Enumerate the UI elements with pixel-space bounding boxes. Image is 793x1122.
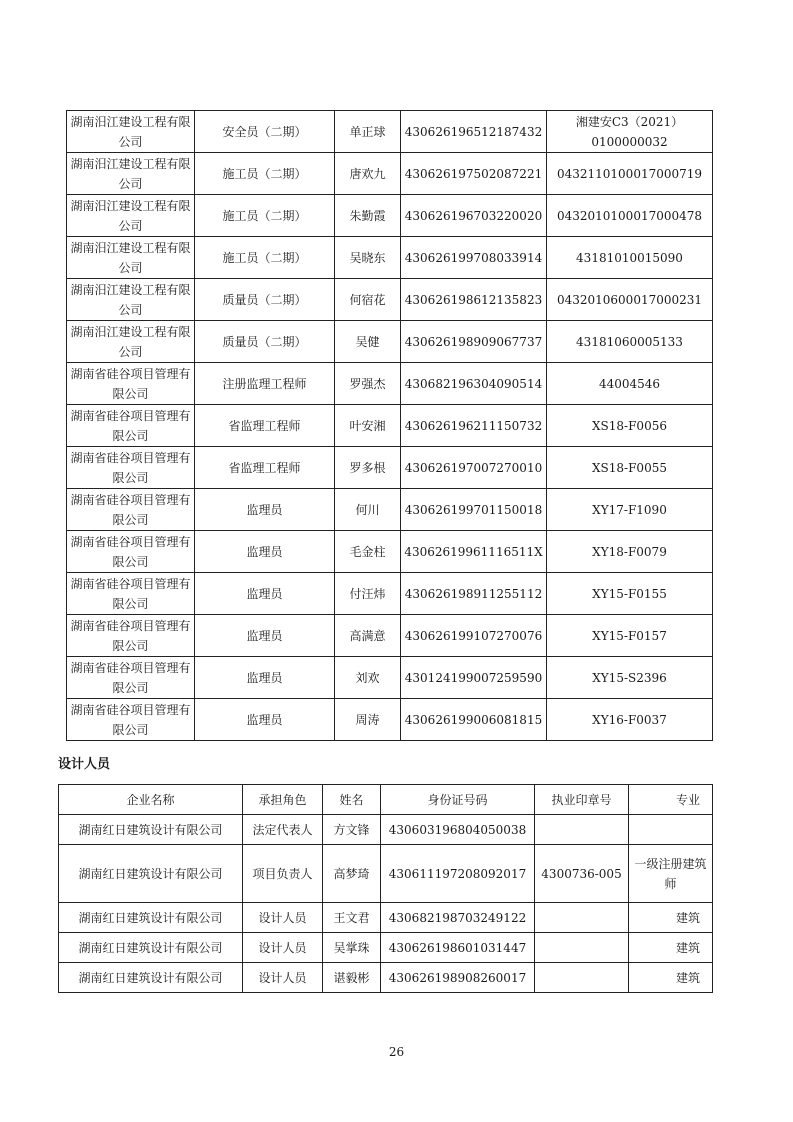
name-cell: 唐欢九 (335, 153, 401, 195)
cert-cell: 44004546 (547, 363, 713, 405)
major-cell: 建筑 (629, 933, 713, 963)
cert-cell: XY15-S2396 (547, 657, 713, 699)
header-id: 身份证号码 (381, 785, 535, 815)
id-cell: 43062619961116511X (401, 531, 547, 573)
cert-cell: 0432010100017000478 (547, 195, 713, 237)
name-cell: 单正球 (335, 111, 401, 153)
id-cell: 430626199708033914 (401, 237, 547, 279)
role-cell: 监理员 (195, 657, 335, 699)
role-cell: 质量员（二期） (195, 279, 335, 321)
name-cell: 谌毅彬 (323, 963, 381, 993)
seal-cell: 4300736-005 (535, 845, 629, 903)
role-cell: 质量员（二期） (195, 321, 335, 363)
seal-cell (535, 933, 629, 963)
header-seal: 执业印章号 (535, 785, 629, 815)
company-cell: 湖南汨江建设工程有限公司 (67, 111, 195, 153)
id-cell: 430682198703249122 (381, 903, 535, 933)
table-row (67, 111, 713, 153)
name-cell: 刘欢 (335, 657, 401, 699)
name-cell: 毛金柱 (335, 531, 401, 573)
design-section-title: 设计人员 (58, 757, 111, 772)
name-cell: 罗强杰 (335, 363, 401, 405)
cert-cell: XS18-F0056 (547, 405, 713, 447)
table-row (67, 279, 713, 321)
id-cell: 430626196211150732 (401, 405, 547, 447)
cert-cell: 0432010600017000231 (547, 279, 713, 321)
table-row (67, 321, 713, 363)
name-cell: 叶安湘 (335, 405, 401, 447)
cert-cell: 43181060005133 (547, 321, 713, 363)
id-cell: 430611197208092017 (381, 845, 535, 903)
role-cell: 监理员 (195, 573, 335, 615)
role-cell: 施工员（二期） (195, 153, 335, 195)
role-cell: 安全员（二期） (195, 111, 335, 153)
role-cell: 省监理工程师 (195, 405, 335, 447)
role-cell: 法定代表人 (243, 815, 323, 845)
role-cell: 施工员（二期） (195, 237, 335, 279)
name-cell: 何川 (335, 489, 401, 531)
table-row (59, 903, 713, 933)
header-name: 姓名 (323, 785, 381, 815)
table-row (67, 237, 713, 279)
name-cell: 朱勤霞 (335, 195, 401, 237)
table-header-row (59, 785, 713, 815)
company-cell: 湖南汨江建设工程有限公司 (67, 153, 195, 195)
seal-cell (535, 903, 629, 933)
table-row (67, 657, 713, 699)
role-cell: 监理员 (195, 615, 335, 657)
role-cell: 监理员 (195, 531, 335, 573)
role-cell: 项目负责人 (243, 845, 323, 903)
seal-cell (535, 963, 629, 993)
table-row (59, 815, 713, 845)
id-cell: 430626198601031447 (381, 933, 535, 963)
company-cell: 湖南红日建筑设计有限公司 (59, 963, 243, 993)
id-cell: 430626198908260017 (381, 963, 535, 993)
role-cell: 设计人员 (243, 933, 323, 963)
company-cell: 湖南省硅谷项目管理有限公司 (67, 489, 195, 531)
table-row (67, 195, 713, 237)
table-row (67, 363, 713, 405)
name-cell: 方文锋 (323, 815, 381, 845)
company-cell: 湖南汨江建设工程有限公司 (67, 195, 195, 237)
header-company: 企业名称 (59, 785, 243, 815)
id-cell: 430124199007259590 (401, 657, 547, 699)
id-cell: 430626198911255112 (401, 573, 547, 615)
name-cell: 付汪炜 (335, 573, 401, 615)
major-cell (629, 815, 713, 845)
name-cell: 何宿花 (335, 279, 401, 321)
seal-cell (535, 815, 629, 845)
cert-cell: 43181010015090 (547, 237, 713, 279)
role-cell: 省监理工程师 (195, 447, 335, 489)
id-cell: 430626199701150018 (401, 489, 547, 531)
id-cell: 430603196804050038 (381, 815, 535, 845)
table-row (67, 699, 713, 741)
name-cell: 吴掌珠 (323, 933, 381, 963)
company-cell: 湖南省硅谷项目管理有限公司 (67, 573, 195, 615)
company-cell: 湖南省硅谷项目管理有限公司 (67, 531, 195, 573)
company-cell: 湖南省硅谷项目管理有限公司 (67, 699, 195, 741)
id-cell: 430626198612135823 (401, 279, 547, 321)
company-cell: 湖南汨江建设工程有限公司 (67, 237, 195, 279)
table-row (59, 933, 713, 963)
id-cell: 430682196304090514 (401, 363, 547, 405)
role-cell: 监理员 (195, 489, 335, 531)
major-cell: 建筑 (629, 903, 713, 933)
cert-cell: XS18-F0055 (547, 447, 713, 489)
id-cell: 430626199107270076 (401, 615, 547, 657)
designer-table (58, 784, 713, 993)
name-cell: 周涛 (335, 699, 401, 741)
company-cell: 湖南省硅谷项目管理有限公司 (67, 657, 195, 699)
header-major: 专业 (629, 785, 713, 815)
company-cell: 湖南汨江建设工程有限公司 (67, 279, 195, 321)
name-cell: 王文君 (323, 903, 381, 933)
cert-cell: 湘建安C3（2021）0100000032 (547, 111, 713, 153)
name-cell: 高梦琦 (323, 845, 381, 903)
table-row (67, 573, 713, 615)
company-cell: 湖南汨江建设工程有限公司 (67, 321, 195, 363)
cert-cell: XY15-F0155 (547, 573, 713, 615)
table-row (67, 531, 713, 573)
cert-cell: XY17-F1090 (547, 489, 713, 531)
name-cell: 高满意 (335, 615, 401, 657)
id-cell: 430626199006081815 (401, 699, 547, 741)
page-number: 26 (388, 1045, 405, 1059)
table-row (59, 963, 713, 993)
id-cell: 430626196512187432 (401, 111, 547, 153)
company-cell: 湖南红日建筑设计有限公司 (59, 903, 243, 933)
company-cell: 湖南省硅谷项目管理有限公司 (67, 447, 195, 489)
company-cell: 湖南省硅谷项目管理有限公司 (67, 363, 195, 405)
major-cell: 建筑 (629, 963, 713, 993)
name-cell: 吴健 (335, 321, 401, 363)
table-row (59, 845, 713, 903)
id-cell: 430626197007270010 (401, 447, 547, 489)
id-cell: 430626198909067737 (401, 321, 547, 363)
major-cell: 一级注册建筑师 (629, 845, 713, 903)
company-cell: 湖南红日建筑设计有限公司 (59, 815, 243, 845)
cert-cell: XY15-F0157 (547, 615, 713, 657)
company-cell: 湖南红日建筑设计有限公司 (59, 845, 243, 903)
company-cell: 湖南红日建筑设计有限公司 (59, 933, 243, 963)
role-cell: 设计人员 (243, 903, 323, 933)
role-cell: 注册监理工程师 (195, 363, 335, 405)
table-row (67, 447, 713, 489)
cert-cell: XY16-F0037 (547, 699, 713, 741)
header-role: 承担角色 (243, 785, 323, 815)
id-cell: 430626196703220020 (401, 195, 547, 237)
cert-cell: 0432110100017000719 (547, 153, 713, 195)
table-row (67, 405, 713, 447)
table-row (67, 615, 713, 657)
name-cell: 罗多根 (335, 447, 401, 489)
id-cell: 430626197502087221 (401, 153, 547, 195)
role-cell: 监理员 (195, 699, 335, 741)
staff-table (66, 110, 713, 741)
cert-cell: XY18-F0079 (547, 531, 713, 573)
table-row (67, 153, 713, 195)
company-cell: 湖南省硅谷项目管理有限公司 (67, 615, 195, 657)
company-cell: 湖南省硅谷项目管理有限公司 (67, 405, 195, 447)
name-cell: 吴晓东 (335, 237, 401, 279)
table-row (67, 489, 713, 531)
role-cell: 设计人员 (243, 963, 323, 993)
role-cell: 施工员（二期） (195, 195, 335, 237)
